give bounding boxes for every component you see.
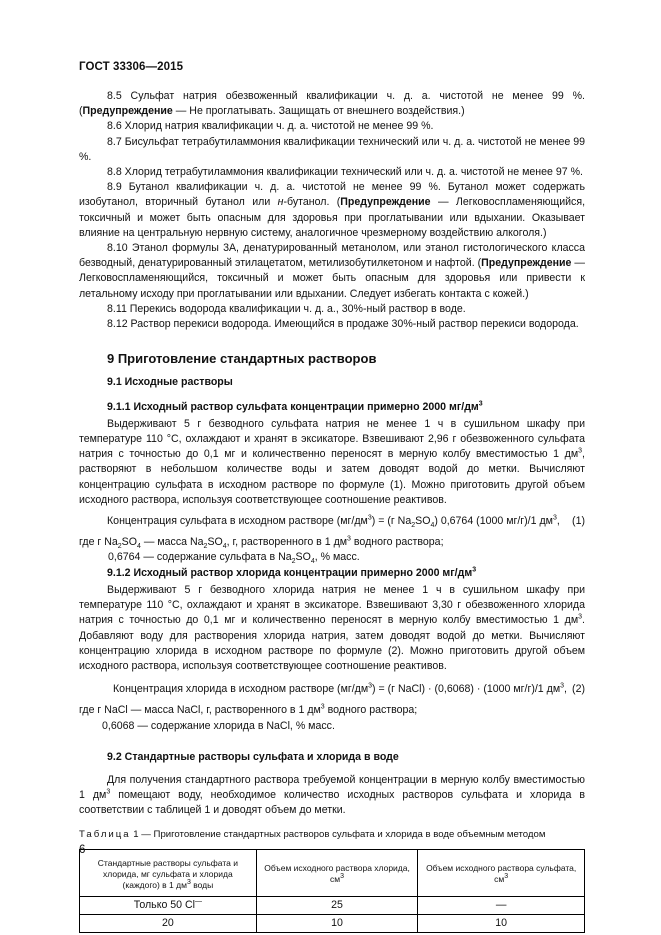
legend-nacl-mass: где г NaCl — масса NaCl, г, растворенного в 1 $дм^3$ водного раствора; <box>79 703 418 717</box>
table-cell: 25 <box>256 896 418 914</box>
table-cell: 10 <box>418 914 585 932</box>
document-code-header: ГОСТ 33306—2015 <box>79 61 184 73</box>
legend-sulfate-content: 0,6764 — содержание сульфата в $Na_2SO_4$, % масс. <box>108 551 360 566</box>
legend-na2so4-mass: где г $Na_2SO_4$ — масса $Na_2SO_4$, г, растворенного в 1 $дм^3$ водного раствора; <box>79 535 444 551</box>
table-1-caption: Таблица 1 — Приготовление стандартных растворов сульфата и хлорида в воде объемным методом <box>79 828 546 840</box>
item-8-9: 8.9 Бутанол квалификации ч. д. а. чистотой не менее 99 %. Бутанол может содержать изобутанол, вторичный бутанол или н-бутанол. (Предупреждение — Легковоспламеняющийся, токсичный и может быть опасным для здоровья при проглатывании или вдыхании. Оказывает влияние на центральную нервную систему, аналогичное чрезмерному воздействию алкоголя.) <box>79 181 586 239</box>
item-8-6: 8.6 Хлорид натрия квалификации ч. д. а. чистотой не менее 99 %. <box>107 120 434 133</box>
section-9-1-title: 9.1 Исходные растворы <box>107 376 233 389</box>
section-9-1-1-title: 9.1.1 Исходный раствор сульфата концентрации примерно 2000 $мг/дм^3$ <box>107 400 483 413</box>
section-9-1-2-title: 9.1.2 Исходный раствор хлорида концентрации примерно 2000 $мг/дм^3$ <box>107 566 477 579</box>
section-9-2-text: Для получения стандартного раствора требуемой концентрации в мерную колбу вместимостью 1 $дм^3$ помещают воду, необходимое количество исходных растворов сульфата и хлорида в соответствии с таблицей 1 и доводят объем до метки. <box>79 773 585 817</box>
table-cell: Только 50 Cl— <box>80 896 257 914</box>
item-8-5: 8.5 Сульфат натрия обезвоженный квалификации ч. д. а. чистотой не менее 99 %. (Предупреждение — Не проглатывать. Защищать от внешнего воздействия.) <box>79 90 585 118</box>
item-8-7: 8.7 Бисульфат тетрабутиламмония квалификации технический или ч. д. а. чистотой не менее 99 %. <box>79 135 585 163</box>
table-cell: 10 <box>256 914 418 932</box>
item-8-12: 8.12 Раствор перекиси водорода. Имеющийся в продаже 30%-ный раствор перекиси водорода. <box>107 318 579 331</box>
formula-1-number: (1) <box>572 515 585 528</box>
table-row <box>80 914 585 932</box>
table-1 <box>79 849 585 933</box>
section-9-2-title: 9.2 Стандартные растворы сульфата и хлорида в воде <box>107 750 399 763</box>
section-9-title: 9 Приготовление стандартных растворов <box>107 351 377 367</box>
section-9-1-2-text: Выдерживают 5 г безводного хлорида натрия не менее 1 ч в сушильном шкафу при температуре 110 °С, охлаждают и хранят в эксикаторе. Взвешивают 3,30 г обезвоженного хлорида натрия с точностью до 0,1 мг и количественно переносят в мерную колбу вместимостью 1 $дм^3$. Добавляют воду для растворения хлорида натрия, затем доводят водой до метки. Вычисляют концентрацию хлорида в исходном растворе по формуле (2). Можно приготовить другой объем исходного раствора, используя соответствующее соотношение реактивов. <box>79 583 585 672</box>
table-row <box>80 896 585 914</box>
formula-2-number: (2) <box>572 683 585 696</box>
formula-1-expression: Концентрация сульфата в исходном растворе $(мг/дм^3) = (г$ $Na_2SO_4$) 0,6764 (1000 мг/г)/1 $дм^3$, <box>107 514 560 530</box>
table-header-row <box>80 849 585 896</box>
formula-1-legend <box>79 535 585 565</box>
formula-2-legend <box>79 703 585 733</box>
formula-2-expression: Концентрация хлорида в исходном растворе $(мг/дм^3) = (г$ NaCl) · (0,6068) · (1000 мг/г)/1 $дм^3$, <box>113 682 567 696</box>
item-8-10: 8.10 Этанол формулы 3А, денатурированный метанолом, или этанол гистологического класса безводный, денатурированный этилацетатом, метилизобутилкетоном и нафтой. (Предупреждение — Легковоспламеняющийся, токсичный и может быть опасным для здоровья или привести к летальному исходу при проглатывании или вдыхании. Следует избегать контакта с кожей.) <box>79 242 585 300</box>
item-8-8: 8.8 Хлорид тетрабутиламмония квалификации технический или ч. д. а. чистотой не менее 97 %. <box>107 166 583 179</box>
table-header-chloride-volume: Объем исходного раствора хлорида, $см^3$ <box>256 849 418 896</box>
table-cell: 20 <box>80 914 257 932</box>
section-9-1-1-text: Выдерживают 5 г безводного сульфата натрия не менее 1 ч в сушильном шкафу при температуре 110 °С, охлаждают и хранят в эксикаторе. Взвешивают 2,96 г обезвоженного сульфата натрия с точностью до 0,1 мг и количественно переносят в мерную колбу вместимостью 1 $дм^3$, растворяют в небольшом количестве воды и затем доводят водой до метки. Вычисляют концентрацию сульфата в исходном растворе по формуле (1). Можно приготовить другой объем исходного раствора, используя соответствующее соотношение реактивов. <box>79 417 585 506</box>
page-number: 6 <box>79 844 86 856</box>
formula-2 <box>79 682 585 697</box>
table-header-solutions: Стандартные растворы сульфата и хлорида, мг сульфата и хлорида (каждого) в 1 $дм^3$ воды <box>80 849 257 896</box>
page-body <box>79 89 585 933</box>
item-8-11: 8.11 Перекись водорода квалификации ч. д. а., 30%-ный раствор в воде. <box>107 302 466 315</box>
table-header-sulfate-volume: Объем исходного раствора сульфата, $см^3$ <box>418 849 585 896</box>
formula-1 <box>79 514 585 529</box>
table-cell: — <box>418 896 585 914</box>
legend-chloride-content: 0,6068 — содержание хлорида в NaCl, % масс. <box>102 719 335 732</box>
